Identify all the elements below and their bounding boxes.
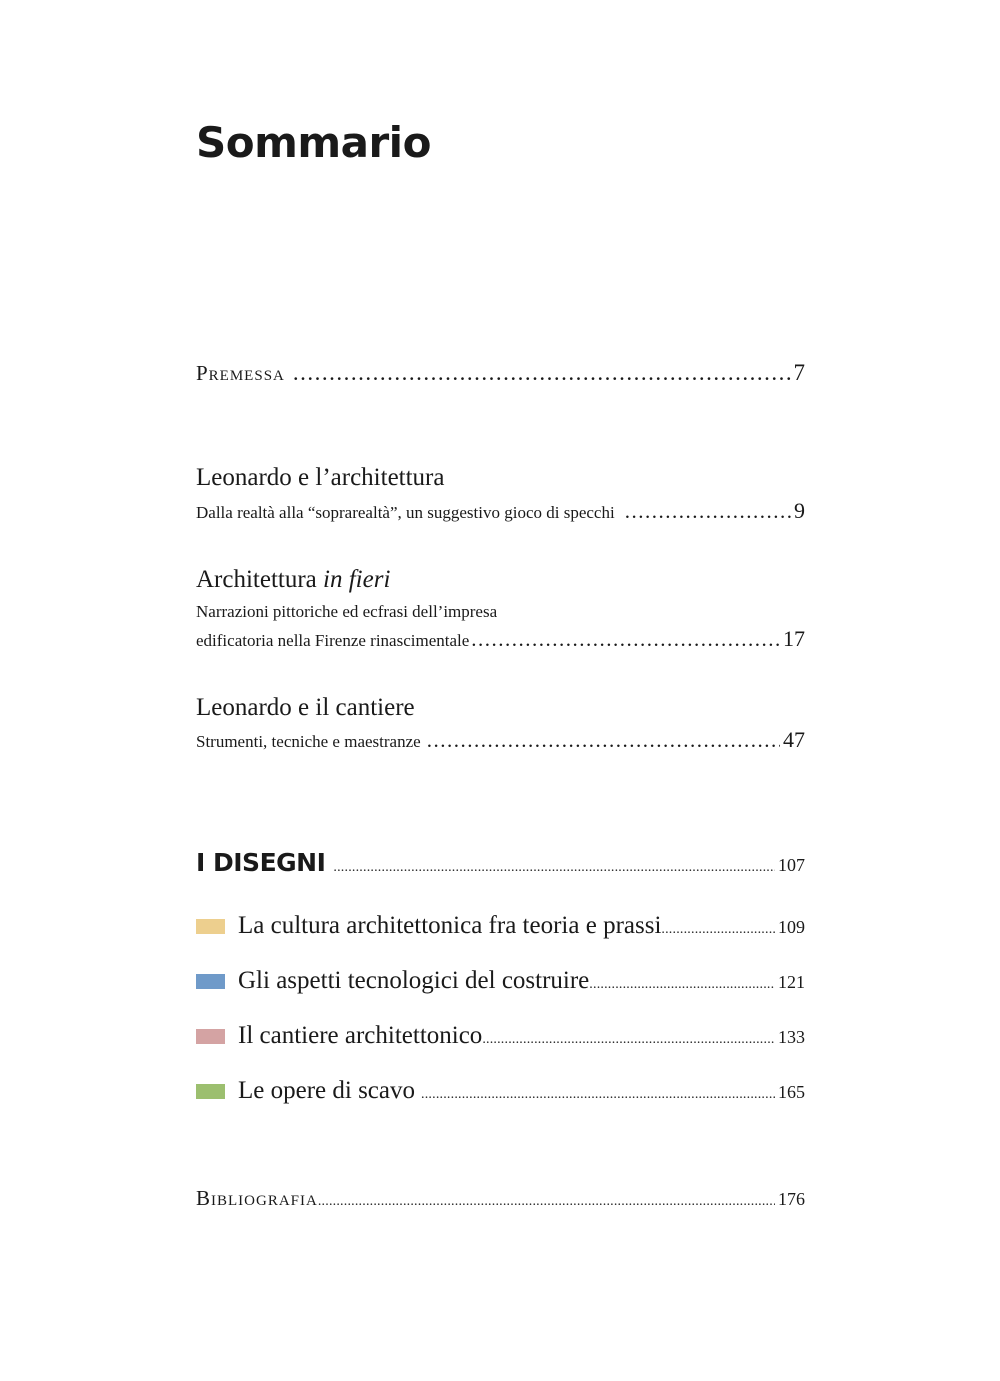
chapter-subtitle: Dalla realtà alla “soprarealtà”, un suggestivo gioco di specchi	[196, 503, 615, 522]
dot-leader	[421, 1087, 775, 1103]
toc-entry-disegni[interactable]	[196, 848, 805, 877]
dot-leader	[471, 627, 780, 652]
chapter-subtitle: Narrazioni pittoriche ed ecfrasi dell’impresa	[196, 602, 498, 621]
toc-page-number: 133	[778, 1027, 805, 1047]
section-label: Le opere di scavo	[238, 1077, 416, 1104]
page-title: Sommario	[196, 118, 431, 167]
toc-entry-disegni-section-3[interactable]	[196, 1022, 805, 1050]
dot-leader	[427, 728, 780, 753]
toc-page-number: 9	[794, 498, 805, 523]
dot-leader	[482, 1032, 775, 1048]
dot-leader	[293, 360, 791, 386]
toc-entry-chapter-2[interactable]	[196, 626, 805, 652]
chapter-subtitle: Strumenti, tecniche e maestranze	[196, 732, 421, 751]
toc-entry-disegni-section-4[interactable]	[196, 1077, 805, 1105]
chapter-title[interactable]	[196, 566, 390, 594]
color-swatch	[196, 1084, 225, 1099]
toc-page-number: 176	[778, 1189, 805, 1209]
toc-entry-chapter-1[interactable]	[196, 498, 805, 524]
toc-page-number: 109	[778, 917, 805, 937]
section-label: Il cantiere architettonico	[238, 1022, 483, 1049]
toc-entry-bibliografia[interactable]	[196, 1186, 805, 1211]
chapter-title[interactable]: Leonardo e il cantiere	[196, 694, 415, 721]
chapter-title-italic: in fieri	[323, 566, 391, 593]
toc-page-number: 17	[783, 626, 805, 651]
dot-leader	[625, 499, 791, 524]
toc-entry-chapter-3[interactable]	[196, 727, 805, 753]
toc-label: Premessa	[196, 361, 285, 385]
chapter-title[interactable]: Leonardo e l’architettura	[196, 464, 445, 491]
dot-leader	[661, 922, 775, 938]
toc-label: Bibliografia	[196, 1186, 318, 1210]
dot-leader	[333, 860, 775, 876]
toc-entry-premessa[interactable]	[196, 360, 805, 386]
toc-page-number: 7	[793, 360, 805, 385]
toc-page-number: 121	[778, 972, 805, 992]
section-label: Gli aspetti tecnologici del costruire	[238, 967, 590, 994]
dot-leader	[589, 977, 775, 993]
toc-entry-disegni-section-2[interactable]	[196, 967, 805, 995]
toc-page-number: 165	[778, 1082, 805, 1102]
chapter-title-main: Architettura	[196, 566, 324, 593]
section-label: La cultura architettonica fra teoria e prassi	[238, 912, 662, 939]
chapter-subtitle: edificatoria nella Firenze rinascimentale	[196, 631, 470, 650]
section-heading: I DISEGNI	[196, 848, 326, 877]
toc-entry-disegni-section-1[interactable]	[196, 912, 805, 940]
toc-page-number: 47	[783, 727, 805, 752]
color-swatch	[196, 1029, 225, 1044]
color-swatch	[196, 919, 225, 934]
toc-page-number: 107	[778, 855, 805, 875]
color-swatch	[196, 974, 225, 989]
dot-leader	[318, 1194, 775, 1210]
